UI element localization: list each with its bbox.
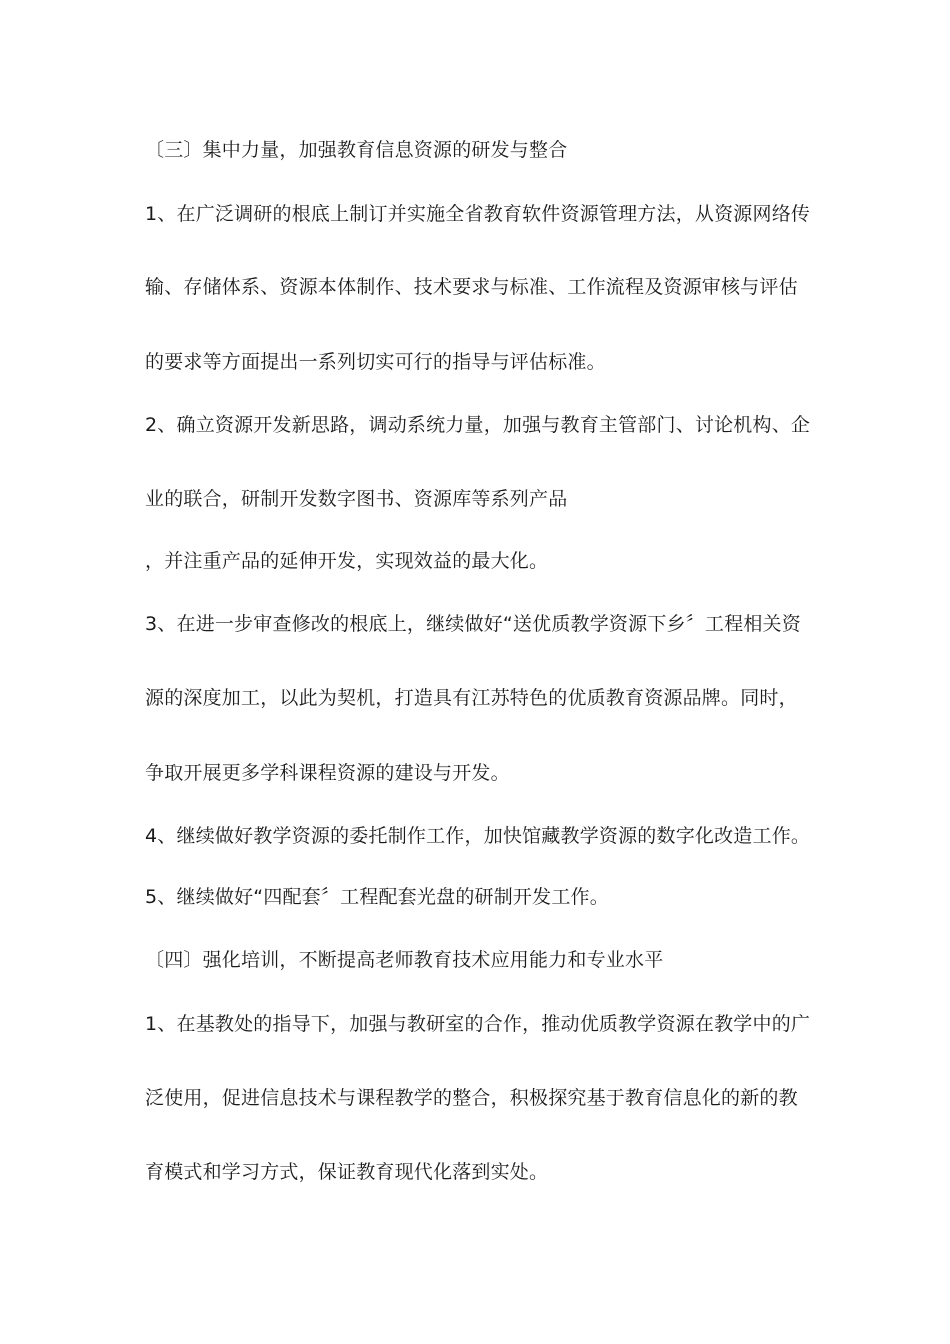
paragraph-line: 业的联合，研制开发数字图书、资源库等系列产品	[145, 488, 568, 510]
paragraph-line: 2、确立资源开发新思路，调动系统力量，加强与教育主管部门、讨论机构、企	[145, 414, 811, 436]
paragraph-line: 1、在广泛调研的根底上制订并实施全省教育软件资源管理方法，从资源网络传	[145, 203, 811, 225]
section-heading-3: 〔三〕集中力量，加强教育信息资源的研发与整合	[145, 139, 568, 161]
paragraph-line: 争取开展更多学科课程资源的建设与开发。	[145, 762, 510, 784]
section-heading-4: 〔四〕强化培训，不断提高老师教育技术应用能力和专业水平	[145, 949, 664, 971]
paragraph-line: ，并注重产品的延伸开发，实现效益的最大化。	[145, 550, 549, 572]
paragraph-line: 1、在基教处的指导下，加强与教研室的合作，推动优质教学资源在教学中的广	[145, 1013, 811, 1035]
paragraph-line: 泛使用，促进信息技术与课程教学的整合，积极探究基于教育信息化的新的教	[145, 1087, 798, 1109]
paragraph-line: 的要求等方面提出一系列切实可行的指导与评估标准。	[145, 351, 606, 373]
paragraph-line: 输、存储体系、资源本体制作、技术要求与标准、工作流程及资源审核与评估	[145, 276, 798, 298]
paragraph-line: 3、在进一步审查修改的根底上，继续做好“送优质教学资源下乡〞工程相关资	[145, 613, 801, 635]
paragraph-line: 5、继续做好“四配套〞工程配套光盘的研制开发工作。	[145, 886, 609, 908]
paragraph-line: 育模式和学习方式，保证教育现代化落到实处。	[145, 1161, 549, 1183]
paragraph-line: 源的深度加工，以此为契机，打造具有江苏特色的优质教育资源品牌。同时，	[145, 687, 798, 709]
paragraph-line: 4、继续做好教学资源的委托制作工作，加快馆藏教学资源的数字化改造工作。	[145, 825, 811, 847]
